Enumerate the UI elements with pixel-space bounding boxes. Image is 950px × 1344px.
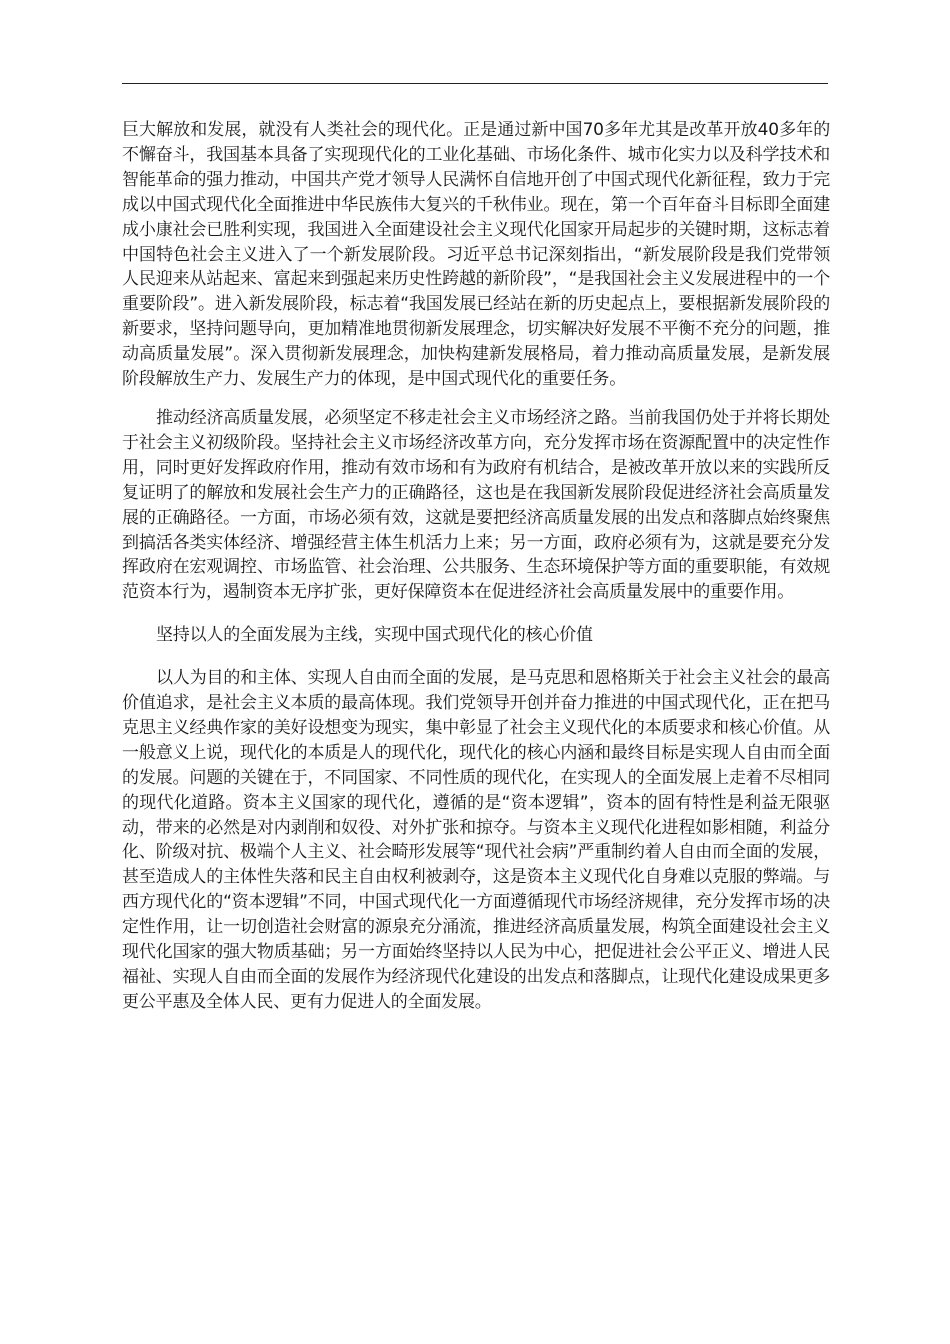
header-rule <box>122 83 828 84</box>
section-heading: 坚持以人的全面发展为主线，实现中国式现代化的核心价值 <box>156 625 593 646</box>
paragraph-market-economy: 推动经济高质量发展，必须坚定不移走社会主义市场经济之路。当前我国仍处于并将长期处于社会主义初级阶段。坚持社会主义市场经济改革方向，充分发挥市场在资源配置中的决定性作用，同时更好发挥政府作用，推动有效市场和有为政府有机结合，是被改革开放以来的实践所反复证明了的解放和发展社会生产力的正确路径，这也是在我国新发展阶段促进经济社会高质量发展的正确路径。一方面，市场必须有效，这就是要把经济高质量发展的出发点和落脚点始终聚焦到搞活各类实体经济、增强经营主体生机活力上来；另一方面，政府必须有为，这就是要充分发挥政府在宏观调控、市场监管、社会治理、公共服务、生态环境保护等方面的重要职能，有效规范资本行为，遏制资本无序扩张，更好保障资本在促进经济社会高质量发展中的重要作用。 <box>122 407 830 603</box>
document-body <box>122 118 830 1015</box>
paragraph-human-development: 以人为目的和主体、实现人自由而全面的发展，是马克思和恩格斯关于社会主义社会的最高价值追求，是社会主义本质的最高体现。我们党领导开创并奋力推进的中国式现代化，正在把马克思主义经典作家的美好设想变为现实，集中彰显了社会主义现代化的本质要求和核心价值。从一般意义上说，现代化的本质是人的现代化，现代化的核心内涵和最终目标是实现人自由而全面的发展。问题的关键在于，不同国家、不同性质的现代化，在实现人的全面发展上走着不尽相同的现代化道路。资本主义国家的现代化，遵循的是“资本逻辑”，资本的固有特性是利益无限驱动，带来的必然是对内剥削和奴役、对外扩张和掠夺。与资本主义现代化进程如影相随，利益分化、阶级对抗、极端个人主义、社会畸形发展等“现代社会病”严重制约着人自由而全面的发展，甚至造成人的主体性失落和民主自由权利被剥夺，这是资本主义现代化自身难以克服的弊端。与西方现代化的“资本逻辑”不同，中国式现代化一方面遵循现代市场经济规律，充分发挥市场的决定性作用，让一切创造社会财富的源泉充分涌流，推进经济高质量发展，构筑全面建设社会主义现代化国家的强大物质基础；另一方面始终坚持以人民为中心，把促进社会公平正义、增进人民福祉、实现人自由而全面的发展作为经济现代化建设的出发点和落脚点，让现代化建设成果更多更公平惠及全体人民、更有力促进人的全面发展。 <box>122 668 830 1012</box>
paragraph-continuation: 巨大解放和发展，就没有人类社会的现代化。正是通过新中国70多年尤其是改革开放40多年的不懈奋斗，我国基本具备了实现现代化的工业化基础、市场化条件、城市化实力以及科学技术和智能革命的强力推动，中国共产党才领导人民满怀自信地开创了中国式现代化新征程，致力于完成以中国式现代化全面推进中华民族伟大复兴的千秋伟业。现在，第一个百年奋斗目标即全面建成小康社会已胜利实现，我国进入全面建设社会主义现代化国家开局起步的关键时期，这标志着中国特色社会主义进入了一个新发展阶段。习近平总书记深刻指出，“新发展阶段是我们党带领人民迎来从站起来、富起来到强起来历史性跨越的新阶段”，“是我国社会主义发展进程中的一个重要阶段”。进入新发展阶段，标志着“我国发展已经站在新的历史起点上，要根据新发展阶段的新要求，坚持问题导向，更加精准地贯彻新发展理念，切实解决好发展不平衡不充分的问题，推动高质量发展”。深入贯彻新发展理念，加快构建新发展格局，着力推动高质量发展，是新发展阶段解放生产力、发展生产力的体现，是中国式现代化的重要任务。 <box>122 120 830 390</box>
